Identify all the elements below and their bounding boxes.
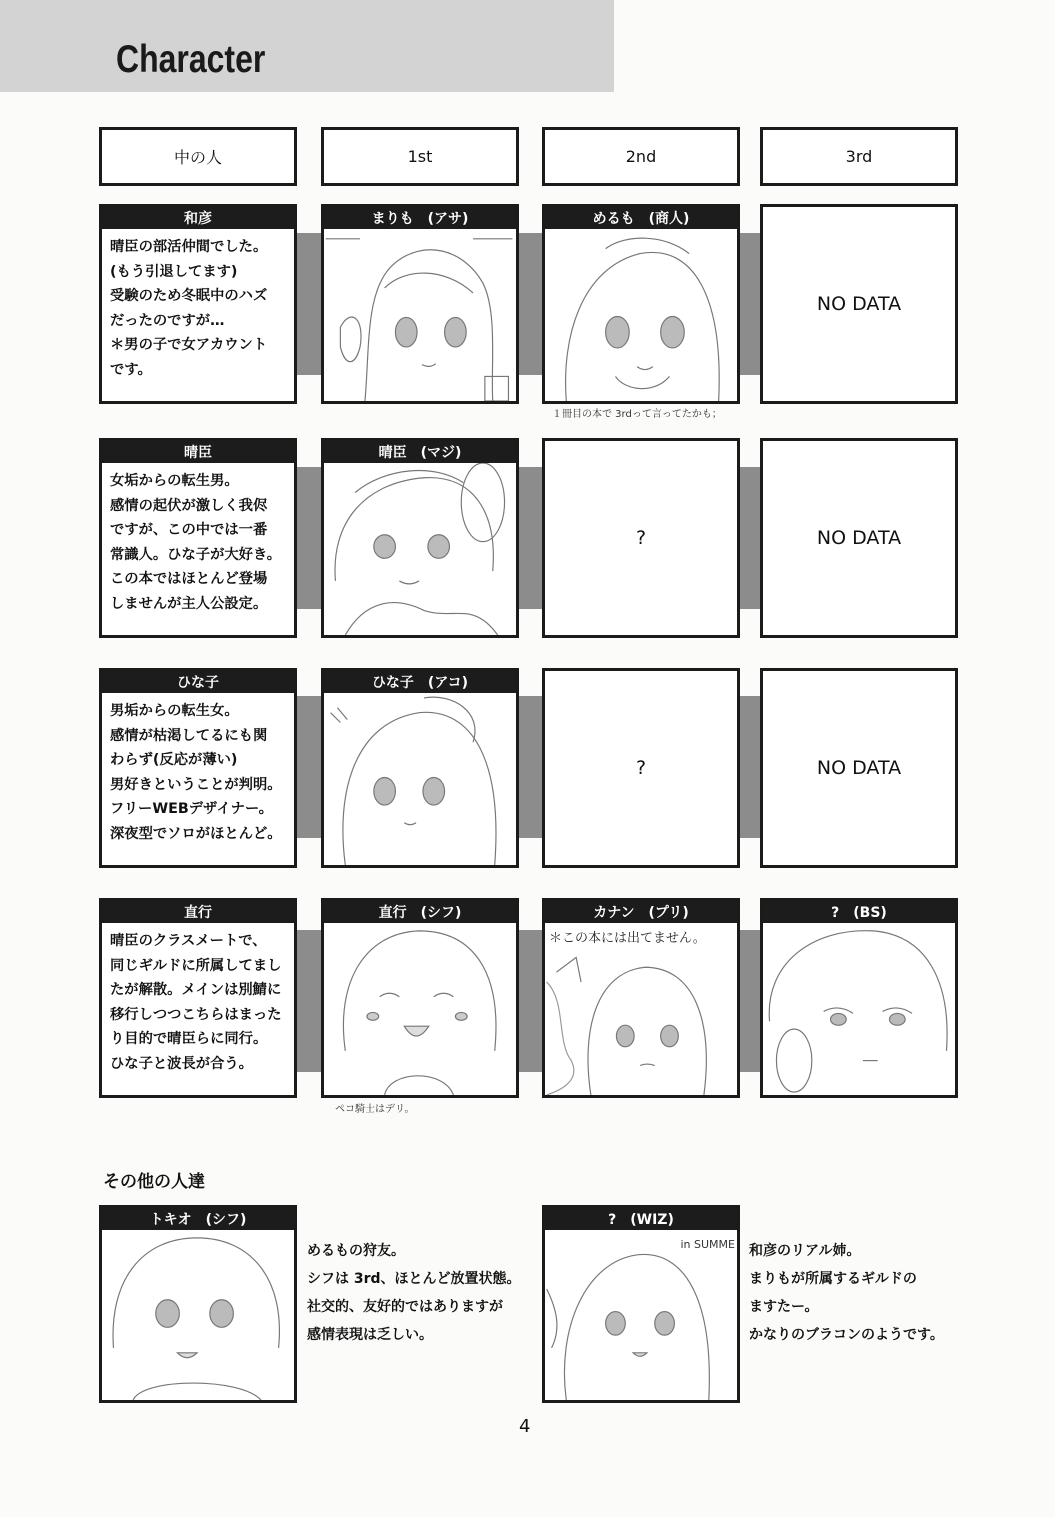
character-sketch-icon — [545, 229, 737, 401]
character-card — [321, 438, 519, 638]
page-number: 4 — [519, 1416, 531, 1437]
person-description: 晴臣のクラスメートで、 同じギルドに所属してまし たが解散。メインは別鯖に 移行しつつこちらはまった り目的で晴臣らに同行。 ひな子と波長が合う。 — [110, 933, 282, 1072]
unknown-text: ? — [635, 527, 647, 549]
person-name: 晴臣 — [102, 441, 294, 463]
character-card — [760, 668, 958, 868]
character-sketch-icon — [324, 463, 516, 635]
character-illustration — [545, 923, 737, 1095]
person-card — [99, 668, 297, 868]
character-illustration — [545, 1230, 737, 1400]
character-card — [542, 204, 740, 404]
column-header-2nd: 2nd — [542, 127, 740, 186]
character-card — [760, 438, 958, 638]
no-data-text: NO DATA — [816, 293, 902, 315]
column-header-3rd: 3rd — [760, 127, 958, 186]
character-card — [760, 204, 958, 404]
person-description: 晴臣の部活仲間でした。 (もう引退してます) 受験のため冬眠中のハズ だったのですが… ＊男の子で女アカウント です。 — [110, 239, 268, 378]
section-title: その他の人達 — [103, 1172, 205, 1192]
character-name: ? (WIZ) — [545, 1208, 737, 1230]
character-illustration — [324, 463, 516, 635]
character-card — [99, 1205, 297, 1403]
person-name: ひな子 — [102, 671, 294, 693]
character-name: めるも (商人) — [545, 207, 737, 229]
character-card — [760, 898, 958, 1098]
person-description: 女垢からの転生男。 感情の起伏が激しく我侭 ですが、この中では一番 常識人。ひな子が大好き。 この本ではほとんど登場 しませんが主人公設定。 — [110, 473, 281, 612]
character-name: トキオ (シフ) — [102, 1208, 294, 1230]
character-illustration — [545, 229, 737, 401]
footnote: ペコ騎士はデリ。 — [335, 1104, 415, 1115]
character-name: まりも (アサ) — [324, 207, 516, 229]
footnote: １冊目の本で 3rdって言ってたかも； — [552, 409, 722, 420]
other-description: めるもの狩友。 シフは 3rd、ほとんど放置状態。 社交的、友好的ではありますが 感情表現は乏しい。 — [307, 1243, 521, 1343]
character-sketch-icon — [324, 229, 516, 401]
inner-note: ＊この本には出てません。 — [549, 931, 706, 946]
character-illustration — [763, 923, 955, 1095]
character-sketch-icon — [545, 923, 737, 1095]
person-name: 和彦 — [102, 207, 294, 229]
person-card — [99, 898, 297, 1098]
header-band — [0, 0, 614, 92]
character-card — [542, 668, 740, 868]
character-illustration — [102, 1230, 294, 1400]
character-card — [321, 204, 519, 404]
character-card — [542, 1205, 740, 1403]
inner-note: in SUMME — [680, 1238, 735, 1251]
character-sketch-icon — [102, 1230, 294, 1400]
person-card — [99, 204, 297, 404]
character-card — [321, 668, 519, 868]
character-name: 直行 (シフ) — [324, 901, 516, 923]
person-name: 直行 — [102, 901, 294, 923]
character-name: 晴臣 (マジ) — [324, 441, 516, 463]
other-description: 和彦のリアル姉。 まりもが所属するギルドの ますたー。 かなりのブラコンのようです。 — [749, 1243, 944, 1343]
character-illustration — [324, 923, 516, 1095]
page-title: Character — [116, 38, 266, 81]
character-card — [542, 898, 740, 1098]
character-sketch-icon — [324, 693, 516, 865]
person-description: 男垢からの転生女。 感情が枯渇してるにも関 わらず(反応が薄い) 男好きということが判明。 フリーWEBデザイナー。 深夜型でソロがほとんど。 — [110, 703, 282, 842]
character-sketch-icon — [324, 923, 516, 1095]
column-header-1st: 1st — [321, 127, 519, 186]
character-sketch-icon — [763, 923, 955, 1095]
character-card — [321, 898, 519, 1098]
character-sketch-icon — [545, 1230, 737, 1400]
character-name: ? (BS) — [763, 901, 955, 923]
column-header-person: 中の人 — [99, 127, 297, 186]
character-illustration — [324, 229, 516, 401]
person-card — [99, 438, 297, 638]
character-illustration — [324, 693, 516, 865]
unknown-text: ? — [635, 757, 647, 779]
no-data-text: NO DATA — [816, 527, 902, 549]
character-name: ひな子 (アコ) — [324, 671, 516, 693]
character-card — [542, 438, 740, 638]
no-data-text: NO DATA — [816, 757, 902, 779]
character-name: カナン (プリ) — [545, 901, 737, 923]
